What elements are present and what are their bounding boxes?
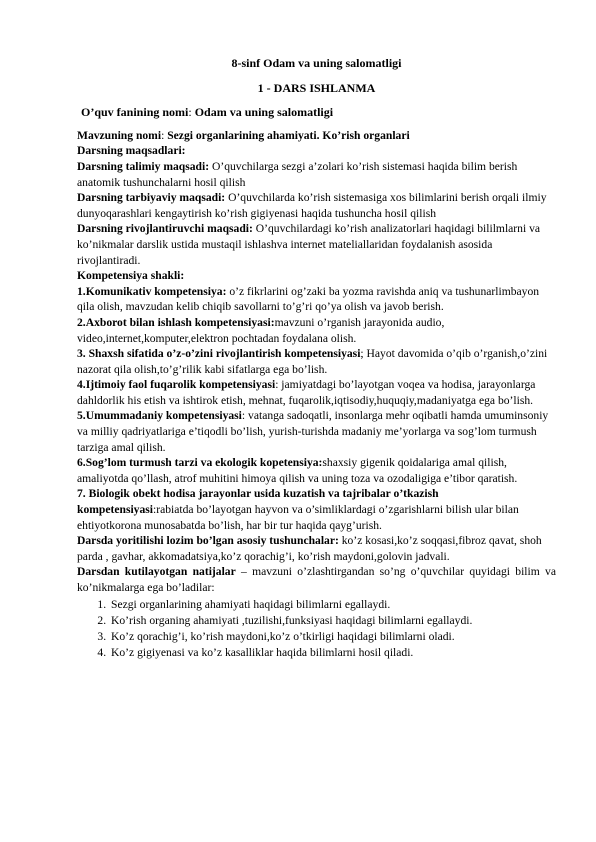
topic-value: Sezgi organlarining ahamiyati. Ko’rish organlari — [167, 128, 410, 142]
competence-text: o’z fikrlarini og’zaki ba yozma ravishda aniq va tushunarlimbayon qila olish, mavzudan kelib chiqib savollarni to’g’ri qo’ya olish va javob berish. — [77, 284, 540, 314]
expected-results — [77, 564, 556, 595]
competence-item — [77, 377, 556, 408]
competence-heading — [77, 268, 556, 284]
competence-label: 7. Biologik obekt hodisa jarayonlar usida kuzatish va tajribalar o’tkazish kompetensiyasi — [77, 487, 439, 517]
goal-label: Darsning talimiy maqsadi: — [77, 159, 210, 173]
competence-item — [77, 315, 556, 346]
expected-results-text: – mavzuni o’zlashtirgandan so’ng o’quvchilar quyidagi bilim va ko’nikmalarga ega bo’ladilar: — [77, 565, 556, 594]
subject-colon: : — [188, 105, 192, 120]
competence-item — [77, 284, 556, 315]
list-item: 4. Ko’z gigiyenasi va ko’z kasalliklar haqida bilimlarni hosil qiladi. — [109, 645, 556, 661]
competence-item — [77, 486, 556, 533]
competence-text: shaxsiy gigenik qoidalariga amal qilish, amaliyotda qo’llash, atrof muhitini himoya qilish va uning toza va ozodaligiga e’tibor qaratish. — [77, 456, 518, 485]
competence-label: 3. Shaxsh sifatida o’z-o’zini rivojlantirish kompetensiyasi — [77, 347, 361, 361]
competence-text: : jamiyatdagi bo’layotgan voqea va hodisa, jarayonlarga dahldorlik his etish va ishtirok etish, mehnat, fuqarolik,iqtisodiy,huquqiy,madaniyatga ega bo’lish. — [77, 378, 536, 407]
competence-label: 1.Komunikativ kompetensiya: — [77, 284, 227, 298]
list-item: 2. Ko’rish organing ahamiyati ,tuzilishi,funksiyasi haqidagi bilimlarni egallaydi. — [109, 613, 556, 629]
competence-text: :rabiatda bo’layotgan hayvon va o’simliklardagi o’zgarishlarni bilish ular bilan ehtiyotkorona munosabatda bo’lish, har bir tur haqida qayg’urish. — [77, 503, 519, 532]
topic-label: Mavzuning nomi — [77, 128, 162, 142]
results-list — [77, 597, 556, 661]
goal-text: O’quvchilardagi ko’rish analizatorlari haqidagi bililmlarni va ko’nikmalar darslik ustida mustaqil ishlashva internet mateliallaridan foydalanish asosida rivojlantiradi. — [77, 222, 541, 267]
subject-label: O’quv fanining nomi — [81, 105, 189, 120]
goal-developmental — [77, 221, 556, 268]
topic-line — [77, 128, 556, 144]
competence-item — [77, 408, 556, 455]
document-title: 8-sinf Odam va uning salomatligi — [231, 56, 402, 70]
key-concepts — [77, 533, 556, 564]
goal-label: Darsning tarbiyaviy maqsadi: — [77, 191, 226, 205]
goal-text: O’quvchilarga sezgi a’zolari ko’rish sistemasi haqida bilim berish anatomik tushunchalarni hosil qilish — [77, 159, 518, 189]
key-concepts-label: Darsda yoritilishi lozim bo’lgan asosiy tushunchalar: — [77, 534, 339, 548]
expected-results-label: Darsdan kutilayotgan natijalar — [77, 565, 236, 579]
goals-heading — [77, 143, 556, 159]
key-concepts-text: ko’z kosasi,ko’z soqqasi,fibroz qavat, shoh parda , gavhar, akkomadatsiya,ko’z qorachig’i, ko’rish maydoni,golovin jadvali. — [77, 534, 542, 563]
competence-label: 4.Ijtimoiy faol fuqarolik kompetensiyasi — [77, 378, 276, 392]
competence-heading-text: Kompetensiya shakli: — [77, 269, 185, 283]
competence-item — [77, 455, 556, 486]
list-item: 1. Sezgi organlarining ahamiyati haqidagi bilimlarni egallaydi. — [109, 597, 556, 613]
topic-colon: : — [161, 128, 168, 142]
goal-label: Darsning rivojlantiruvchi maqsadi: — [77, 222, 253, 236]
list-item: 3. Ko’z qorachig’i, ko’rish maydoni,ko’z o’tkirligi haqidagi bilimlarni oladi. — [109, 629, 556, 645]
subject-value: Odam va uning salomatligi — [191, 105, 334, 120]
competence-text: : vatanga sadoqatli, insonlarga mehr oqibatli hamda umuminsoniy va milliy qadriyatlariga e’tiqodli bo’lish, yurish-turishda madaniy me’yorlarga va sog’lom turmush tarziga amal qilish. — [77, 409, 549, 454]
competence-label: 6.Sog’lom turmush tarzi va ekologik kopetensiya: — [77, 456, 323, 470]
competence-label: 2.Axborot bilan ishlash kompetensiyasi: — [77, 315, 275, 329]
subject-line — [81, 105, 556, 121]
goals-heading-text: Darsning maqsadlari: — [77, 144, 186, 158]
goal-text: O’quvchilarda ko’rish sistemasiga xos bilimlarini berish orqali ilmiy dunyoqarashlari kengaytirish ko’rish gigiyenasi haqida tushuncha hosil qilish — [77, 191, 547, 220]
competence-item — [77, 346, 556, 377]
lesson-number: 1 - DARS ISHLANMA — [257, 80, 376, 95]
goal-educational — [77, 159, 556, 190]
competence-label: 5.Umummadaniy kompetensiyasi — [77, 409, 242, 423]
competence-text: mavzuni o’rganish jarayonida audio, video,internet,komputer,elektron pochtadan foydalana olish. — [77, 315, 445, 345]
competence-text: ; Hayot davomida o’qib o’rganish,o’zini nazorat qila olish,to’g’rilik kabi sifatlarga ega bo’lish. — [77, 347, 548, 376]
goal-upbringing — [77, 190, 556, 221]
